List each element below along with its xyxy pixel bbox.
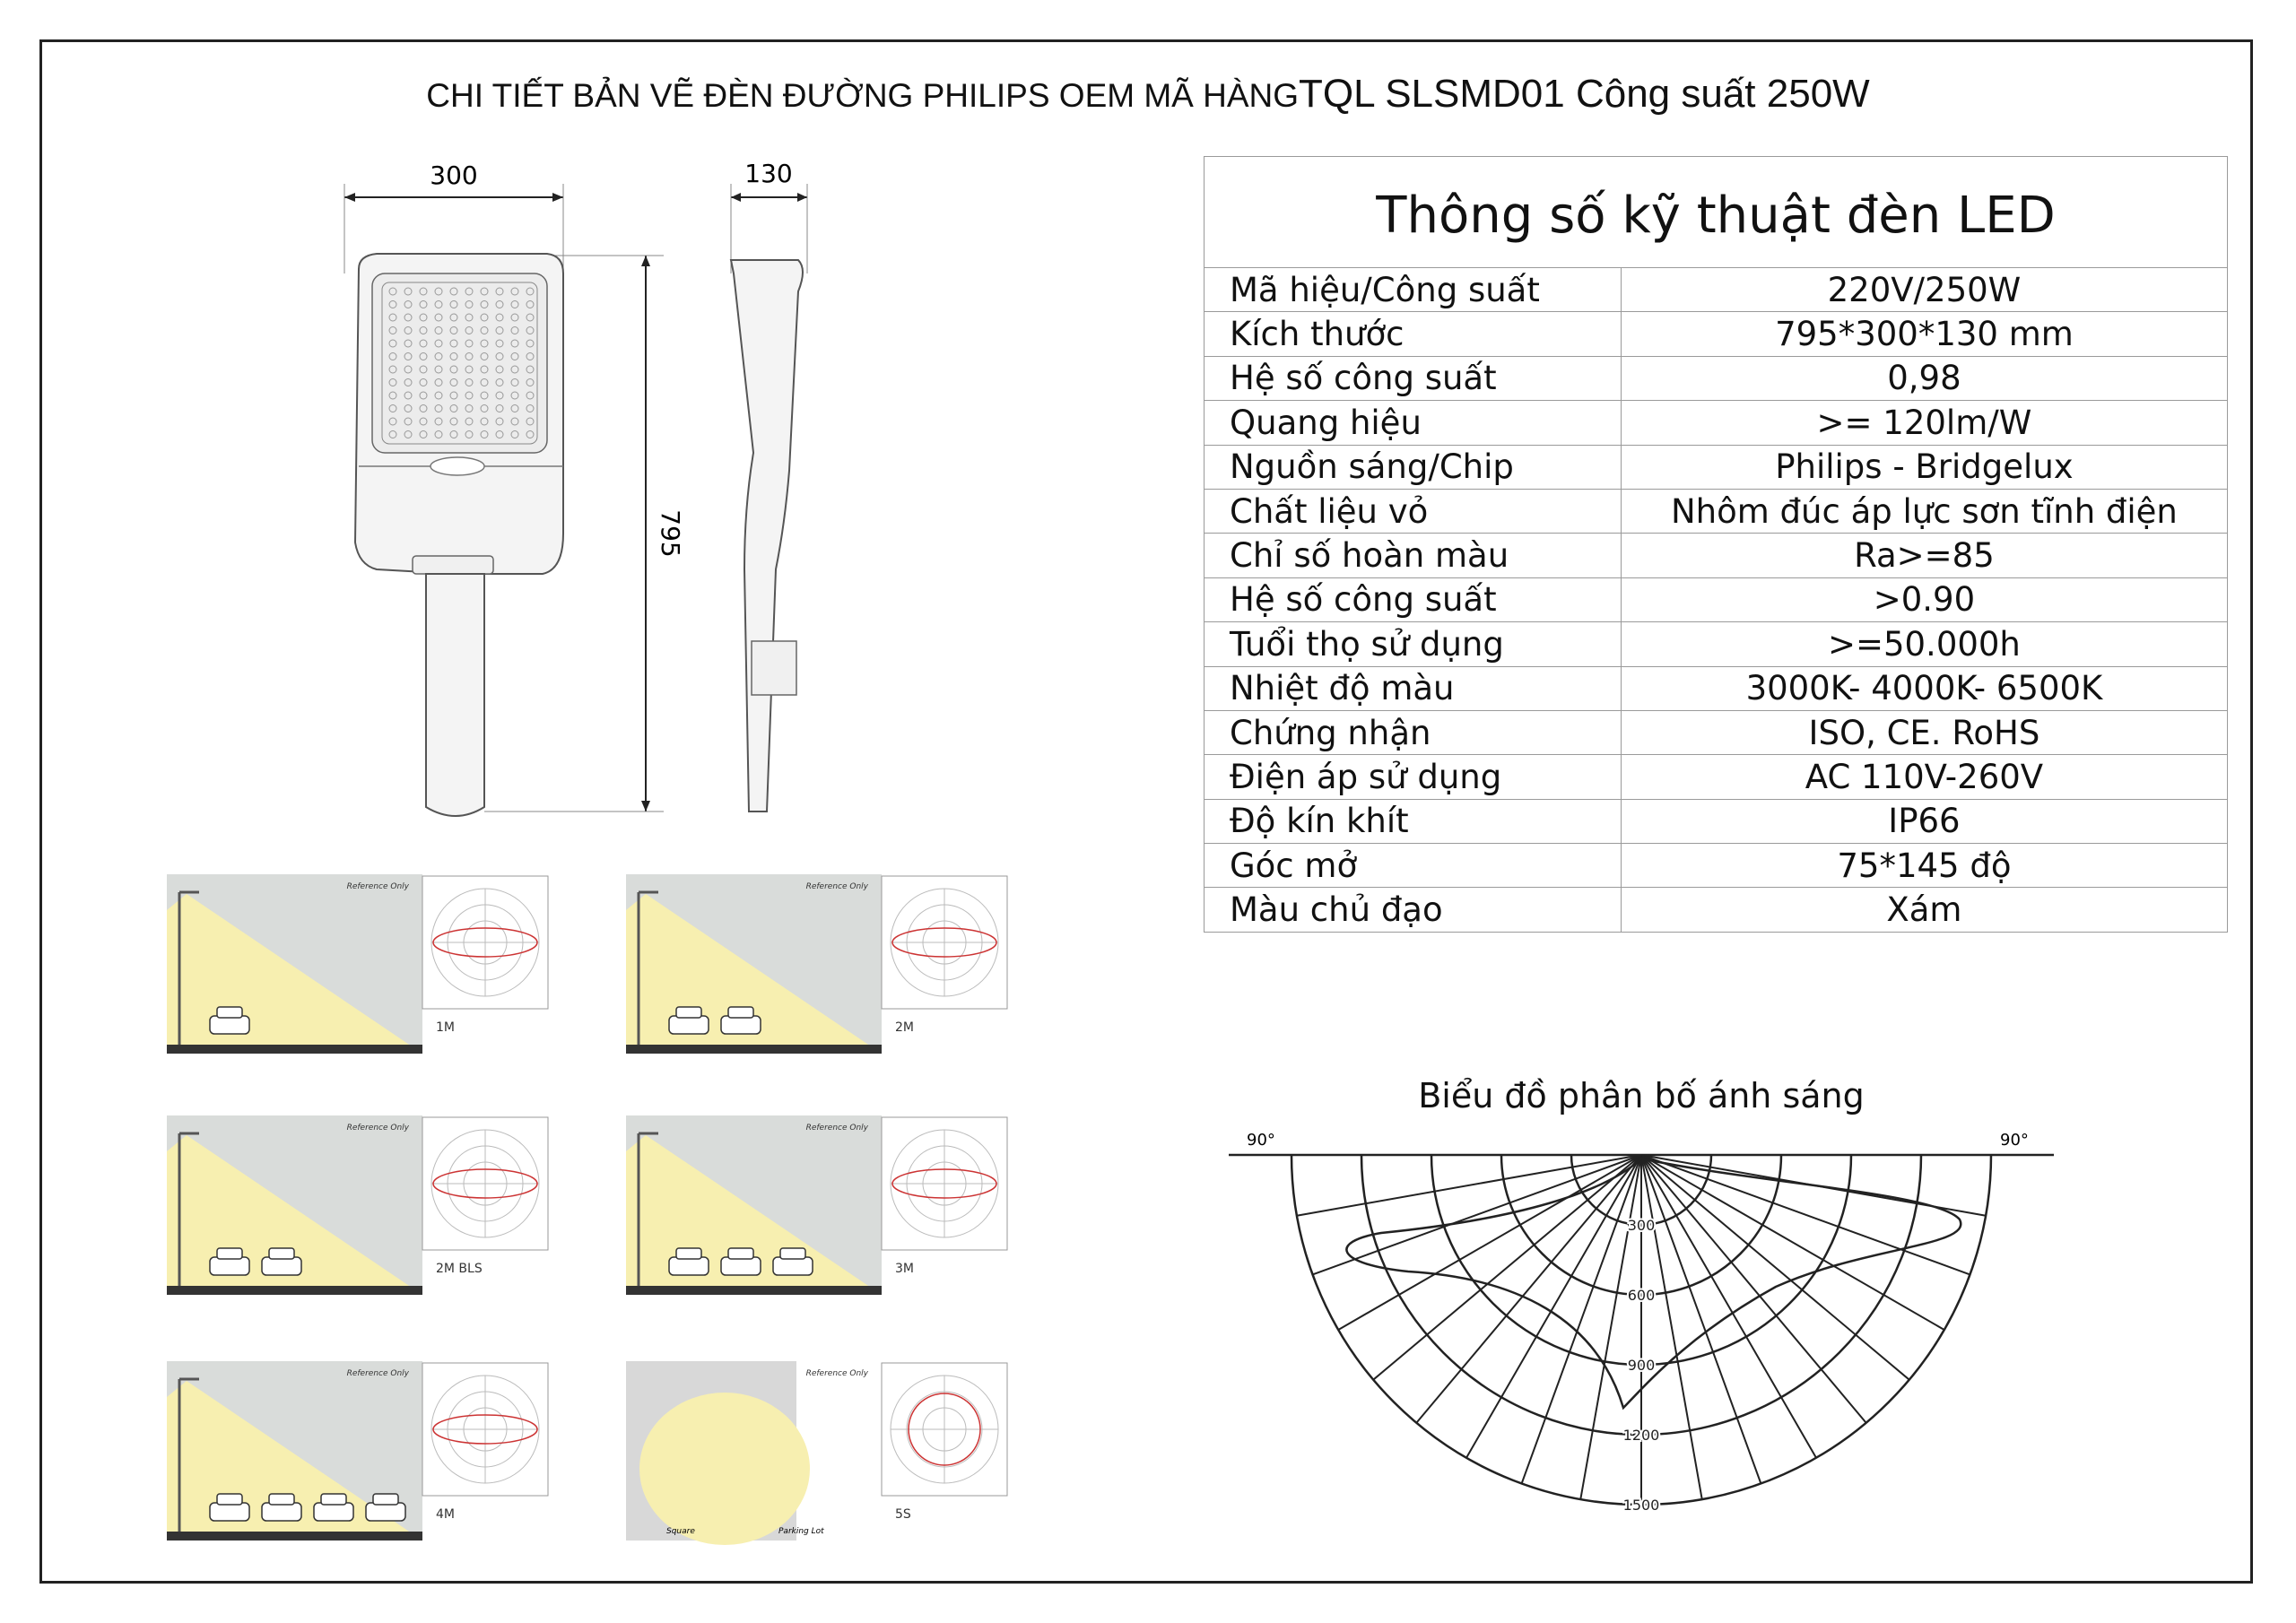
polar-diagram-title: Biểu đồ phân bố ánh sáng	[1418, 1076, 1865, 1115]
polar-ring-label: 900	[1627, 1357, 1656, 1374]
layout-code-label: 3M	[895, 1262, 914, 1276]
spec-label: Điện áp sử dụng	[1205, 755, 1622, 799]
spec-value: 0,98	[1621, 356, 2227, 400]
spec-row	[1205, 577, 2228, 621]
reference-only-label: Reference Only	[805, 1369, 868, 1378]
page-title	[0, 72, 2296, 117]
polar-ring-label: 300	[1627, 1217, 1656, 1234]
title-part2: TQL SLSMD01 Công suất 250W	[1299, 72, 1870, 116]
spec-value: >= 120lm/W	[1621, 401, 2227, 445]
spec-row	[1205, 312, 2228, 356]
reference-only-label: Reference Only	[346, 1124, 409, 1133]
spec-row	[1205, 622, 2228, 666]
spec-table	[1204, 156, 2228, 933]
layout-thumbnail	[167, 1361, 588, 1554]
spec-row	[1205, 710, 2228, 754]
spec-value: Xám	[1621, 888, 2227, 932]
spec-label: Nguồn sáng/Chip	[1205, 445, 1622, 489]
layout-code-label: 4M	[436, 1507, 455, 1522]
spec-label: Mã hiệu/Công suất	[1205, 268, 1622, 312]
right-angle-label: 90°	[2000, 1131, 2029, 1150]
spec-label: Kích thước	[1205, 312, 1622, 356]
spec-label: Hệ số công suất	[1205, 577, 1622, 621]
reference-only-label: Reference Only	[346, 882, 409, 891]
width-dimension-label: 300	[430, 161, 478, 190]
spec-value: 75*145 độ	[1621, 844, 2227, 888]
spec-value: 3000K- 4000K- 6500K	[1621, 666, 2227, 710]
spec-value: ISO, CE. RoHS	[1621, 710, 2227, 754]
spec-row	[1205, 445, 2228, 489]
mini-polar-chart	[422, 876, 548, 1009]
polar-ring-label: 1500	[1622, 1497, 1660, 1514]
left-angle-label: 90°	[1247, 1131, 1275, 1150]
mini-polar-chart	[882, 1363, 1007, 1496]
spec-row	[1205, 799, 2228, 843]
layout-thumbnail	[167, 874, 588, 1067]
title-part1: CHI TIẾT BẢN VẼ ĐÈN ĐƯỜNG PHILIPS OEM MÃ HÀNG	[426, 77, 1300, 114]
polar-ring-label: 1200	[1622, 1427, 1660, 1444]
spec-row	[1205, 401, 2228, 445]
spec-row	[1205, 534, 2228, 577]
mini-polar-chart	[422, 1117, 548, 1250]
spec-value: AC 110V-260V	[1621, 755, 2227, 799]
spec-row	[1205, 489, 2228, 533]
parking-lot-label: Parking Lot	[778, 1527, 824, 1536]
spec-row	[1205, 755, 2228, 799]
mini-polar-chart	[882, 1117, 1007, 1250]
spec-value: >=50.000h	[1621, 622, 2227, 666]
mini-polar-chart	[882, 876, 1007, 1009]
spec-value: 795*300*130 mm	[1621, 312, 2227, 356]
spec-row	[1205, 888, 2228, 932]
layout-code-label: 2M BLS	[436, 1262, 483, 1276]
layout-code-label: 1M	[436, 1020, 455, 1035]
height-dimension-label: 795	[656, 509, 685, 558]
reference-only-label: Reference Only	[346, 1369, 409, 1378]
spec-label: Hệ số công suất	[1205, 356, 1622, 400]
polar-ring-label: 600	[1627, 1287, 1656, 1304]
layout-thumbnail	[626, 1115, 1048, 1308]
spec-label: Chất liệu vỏ	[1205, 489, 1622, 533]
reference-only-label: Reference Only	[805, 882, 868, 891]
layout-thumbnail	[167, 1115, 588, 1308]
spec-value: IP66	[1621, 799, 2227, 843]
spec-label: Độ kín khít	[1205, 799, 1622, 843]
reference-only-label: Reference Only	[805, 1124, 868, 1133]
spec-label: Góc mở	[1205, 844, 1622, 888]
spec-value: >0.90	[1621, 577, 2227, 621]
spec-label: Tuổi thọ sử dụng	[1205, 622, 1622, 666]
spec-value: Ra>=85	[1621, 534, 2227, 577]
spec-label: Nhiệt độ màu	[1205, 666, 1622, 710]
spec-label: Chứng nhận	[1205, 710, 1622, 754]
layout-code-label: 2M	[895, 1020, 914, 1035]
mini-polar-chart	[422, 1363, 548, 1496]
spec-row	[1205, 268, 2228, 312]
layout-thumbnail	[626, 1361, 1048, 1554]
layout-thumbnail	[626, 874, 1048, 1067]
spec-label: Quang hiệu	[1205, 401, 1622, 445]
spec-row	[1205, 356, 2228, 400]
spec-label: Màu chủ đạo	[1205, 888, 1622, 932]
spec-value: 220V/250W	[1621, 268, 2227, 312]
lamp-dimension-drawing	[323, 148, 861, 829]
square-label: Square	[666, 1527, 695, 1536]
spec-row	[1205, 844, 2228, 888]
spec-table-heading: Thông số kỹ thuật đèn LED	[1205, 157, 2228, 268]
spec-label: Chỉ số hoàn màu	[1205, 534, 1622, 577]
polar-light-distribution-diagram	[1220, 1121, 2063, 1515]
layout-code-label: 5S	[895, 1507, 911, 1522]
spec-value: Nhôm đúc áp lực sơn tĩnh điện	[1621, 489, 2227, 533]
depth-dimension-label: 130	[744, 159, 793, 188]
spec-row	[1205, 666, 2228, 710]
spec-value: Philips - Bridgelux	[1621, 445, 2227, 489]
